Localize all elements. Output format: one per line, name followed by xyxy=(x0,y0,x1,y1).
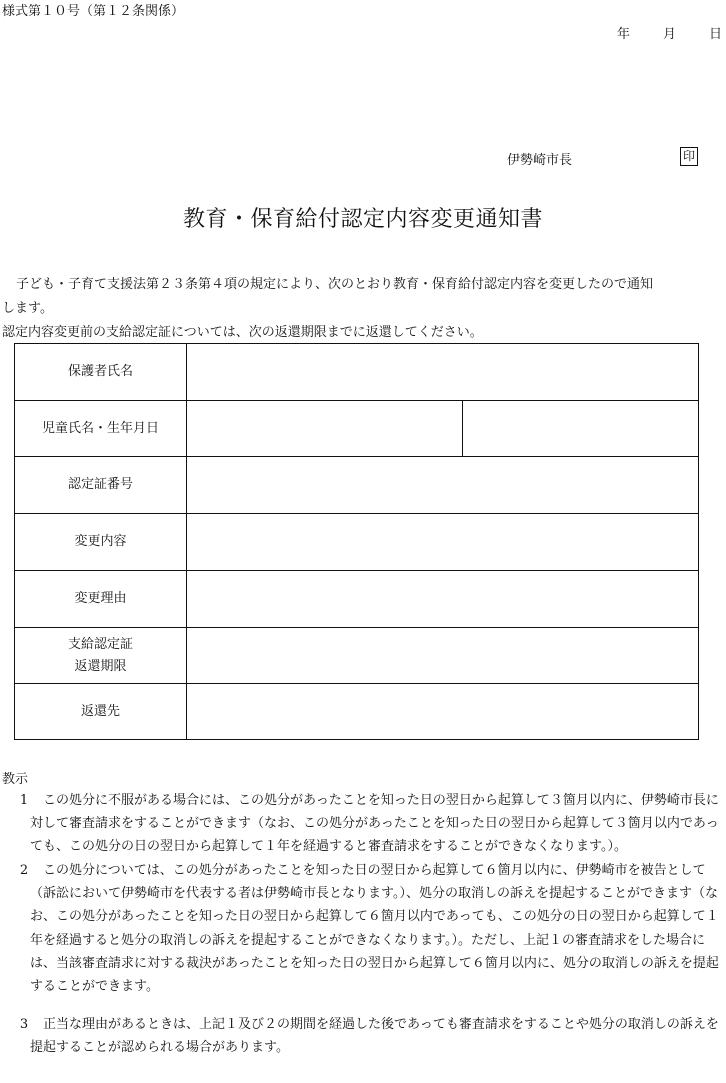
change-reason-label: 変更理由 xyxy=(15,571,187,628)
table-row xyxy=(15,514,699,571)
notice-item-text: この処分に不服がある場合には、この処分があったことを知った日の翌日から起算して３箇月以内に、伊勢崎市長に対して審査請求をすることができます（なお、この処分があったことを知った日の翌日から起算して３箇月以内であっても、この処分の日の翌日から起算して１年を経過すると審査請求をすることができなくなります。）。 xyxy=(30,793,719,855)
notice-heading: 教示 xyxy=(2,772,29,787)
notice-item xyxy=(16,789,724,859)
change-details-field[interactable] xyxy=(187,514,699,571)
certificate-number-label: 認定証番号 xyxy=(15,457,187,514)
notification-table xyxy=(14,343,699,740)
intro-line-3: 認定内容変更前の支給認定証については、次の返還期限までに返還してください。 xyxy=(2,325,483,340)
date-year-label: 年 xyxy=(616,27,630,42)
notice-item-text: この処分については、この処分があったことを知った日の翌日から起算して６箇月以内に、伊勢崎市を被告として（訴訟において伊勢崎市を代表する者は伊勢崎市長となります。）、処分の取消しの訴えを提起することができます（なお、この処分があったことを知った日の翌日から起算して６箇月以内であっても、この処分の日の翌日から起算して１年を経過すると処分の取消しの訴えを提起することができなくなります。）。ただし、上記１の審査請求をした場合には、当該審査請求に対する裁決があったことを知った日の翌日から起算して６箇月以内に、処分の取消しの訴えを提起することができます。 xyxy=(30,863,719,995)
date-line xyxy=(617,23,722,42)
return-deadline-label xyxy=(15,628,187,684)
intro-line-2: します。 xyxy=(2,301,53,316)
return-deadline-label-line2: 返還期限 xyxy=(74,658,127,674)
table-row xyxy=(15,457,699,514)
intro-line-1: 子ども・子育て支援法第２３条第４項の規定により、次のとおり教育・保育給付認定内容を変更したので通知 xyxy=(16,277,654,292)
notice-item-number: 3 xyxy=(19,1017,29,1032)
notice-item-text: 正当な理由があるときは、上記１及び２の期間を経過した後であっても審査請求をすることや処分の取消しの訴えを提起することが認められる場合があります。 xyxy=(30,1017,719,1056)
seal-mark: 印 xyxy=(680,147,698,166)
guardian-name-field[interactable] xyxy=(187,344,699,401)
table-row xyxy=(15,344,699,401)
child-name-birthdate-label: 児童氏名・生年月日 xyxy=(15,401,187,457)
document-title: 教育・保育給付認定内容変更通知書 xyxy=(182,207,543,232)
notice-item-number: 1 xyxy=(19,793,29,808)
table-row xyxy=(15,628,699,684)
return-deadline-label-line1: 支給認定証 xyxy=(67,636,133,652)
table-row xyxy=(15,571,699,628)
date-day-label: 日 xyxy=(708,27,722,42)
notice-item xyxy=(16,859,724,998)
change-reason-field[interactable] xyxy=(187,571,699,628)
notice-item xyxy=(16,1013,724,1059)
notice-item-number: 2 xyxy=(19,863,29,878)
child-birthdate-field[interactable] xyxy=(463,401,699,457)
return-deadline-field[interactable] xyxy=(187,628,699,684)
return-destination-label: 返還先 xyxy=(15,684,187,740)
return-destination-field[interactable] xyxy=(187,684,699,740)
child-name-field[interactable] xyxy=(187,401,463,457)
issuer-name: 伊勢崎市長 xyxy=(507,153,573,168)
date-month-label: 月 xyxy=(662,27,676,42)
table-row xyxy=(15,401,699,457)
table-row xyxy=(15,684,699,740)
change-details-label: 変更内容 xyxy=(15,514,187,571)
certificate-number-field[interactable] xyxy=(187,457,699,514)
form-number: 様式第１０号（第１２条関係） xyxy=(2,4,185,19)
guardian-name-label: 保護者氏名 xyxy=(15,344,187,401)
